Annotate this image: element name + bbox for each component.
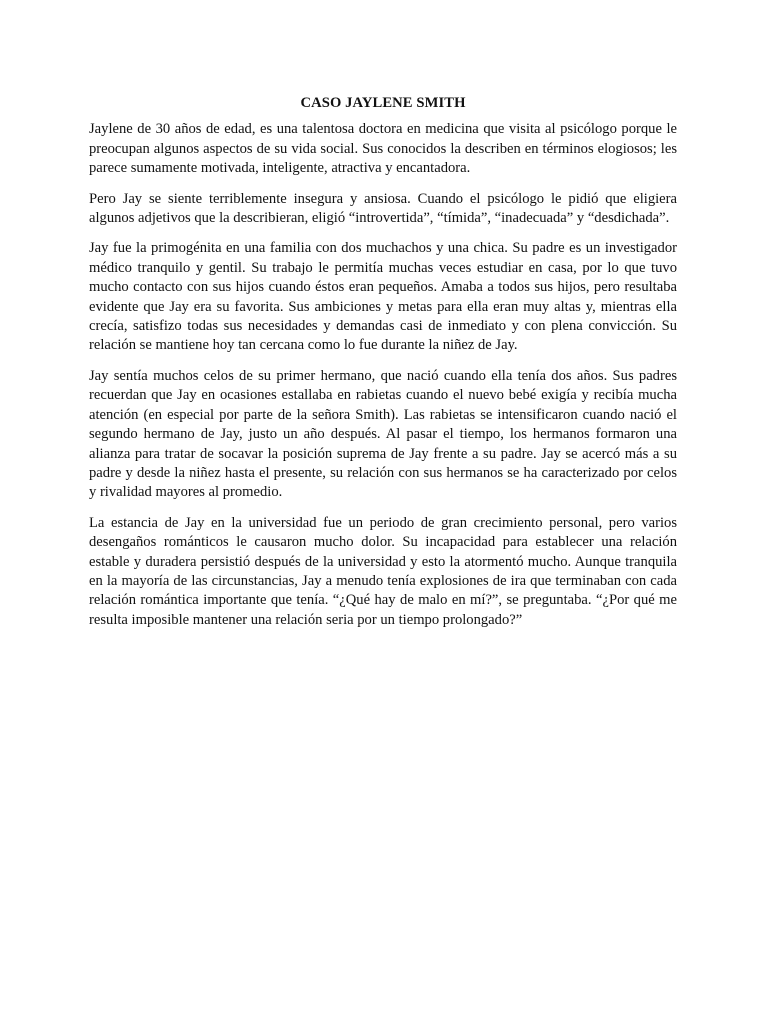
paragraph-2: Pero Jay se siente terriblemente insegura y ansiosa. Cuando el psicólogo le pidió que eligiera algunos adjetivos que la describieran, eligió “introvertida”, “tímida”, “inadecuada” y “desdichada”. xyxy=(89,190,677,227)
paragraph-1: Jaylene de 30 años de edad, es una talentosa doctora en medicina que visita al psicólogo porque le preocupan algunos aspectos de su vida social. Sus conocidos la describen en términos elogiosos; les parece sumamente motivada, inteligente, atractiva y encantadora. xyxy=(89,121,677,177)
paragraph-3: Jay fue la primogénita en una familia con dos muchachos y una chica. Su padre es un investigador médico tranquilo y gentil. Su trabajo le permitía muchas veces estudiar en casa, por lo que tuvo mucho contacto con sus hijos cuando éstos eran pequeños. Amaba a todos sus hijos, pero resultaba evidente que Jay era su favorita. Sus ambiciones y metas para ella eran muy altas y, mientras ella crecía, satisfizo todas sus necesidades y demandas casi de inmediato y con plena convicción. Su relación se mantiene hoy tan cercana como lo fue durante la niñez de Jay. xyxy=(89,240,677,354)
paragraph-4: Jay sentía muchos celos de su primer hermano, que nació cuando ella tenía dos años. Sus padres recuerdan que Jay en ocasiones estallaba en rabietas cuando el nuevo bebé exigía y recibía mucha atención (en especial por parte de la señora Smith). Las rabietas se intensificaron cuando nació el segundo hermano de Jay, justo un año después. Al pasar el tiempo, los hermanos formaron una alianza para tratar de socavar la posición suprema de Jay frente a su padre. Jay se acercó más a su padre y desde la niñez hasta el presente, su relación con sus hermanos se ha caracterizado por celos y rivalidad mayores al promedio. xyxy=(89,367,677,501)
paragraph-5: La estancia de Jay en la universidad fue un periodo de gran crecimiento personal, pero varios desengaños románticos le causaron mucho dolor. Su incapacidad para establecer una relación estable y duradera persistió después de la universidad y esto la atormentó mucho. Aunque tranquila en la mayoría de las circunstancias, Jay a menudo tenía explosiones de ira que terminaban con cada relación romántica importante que tenía. “¿Qué hay de malo en mí?”, se preguntaba. “¿Por qué me resulta imposible mantener una relación seria por un tiempo prolongado?” xyxy=(89,514,677,628)
document-title: CASO JAYLENE SMITH xyxy=(300,95,466,111)
document-body xyxy=(89,94,677,641)
